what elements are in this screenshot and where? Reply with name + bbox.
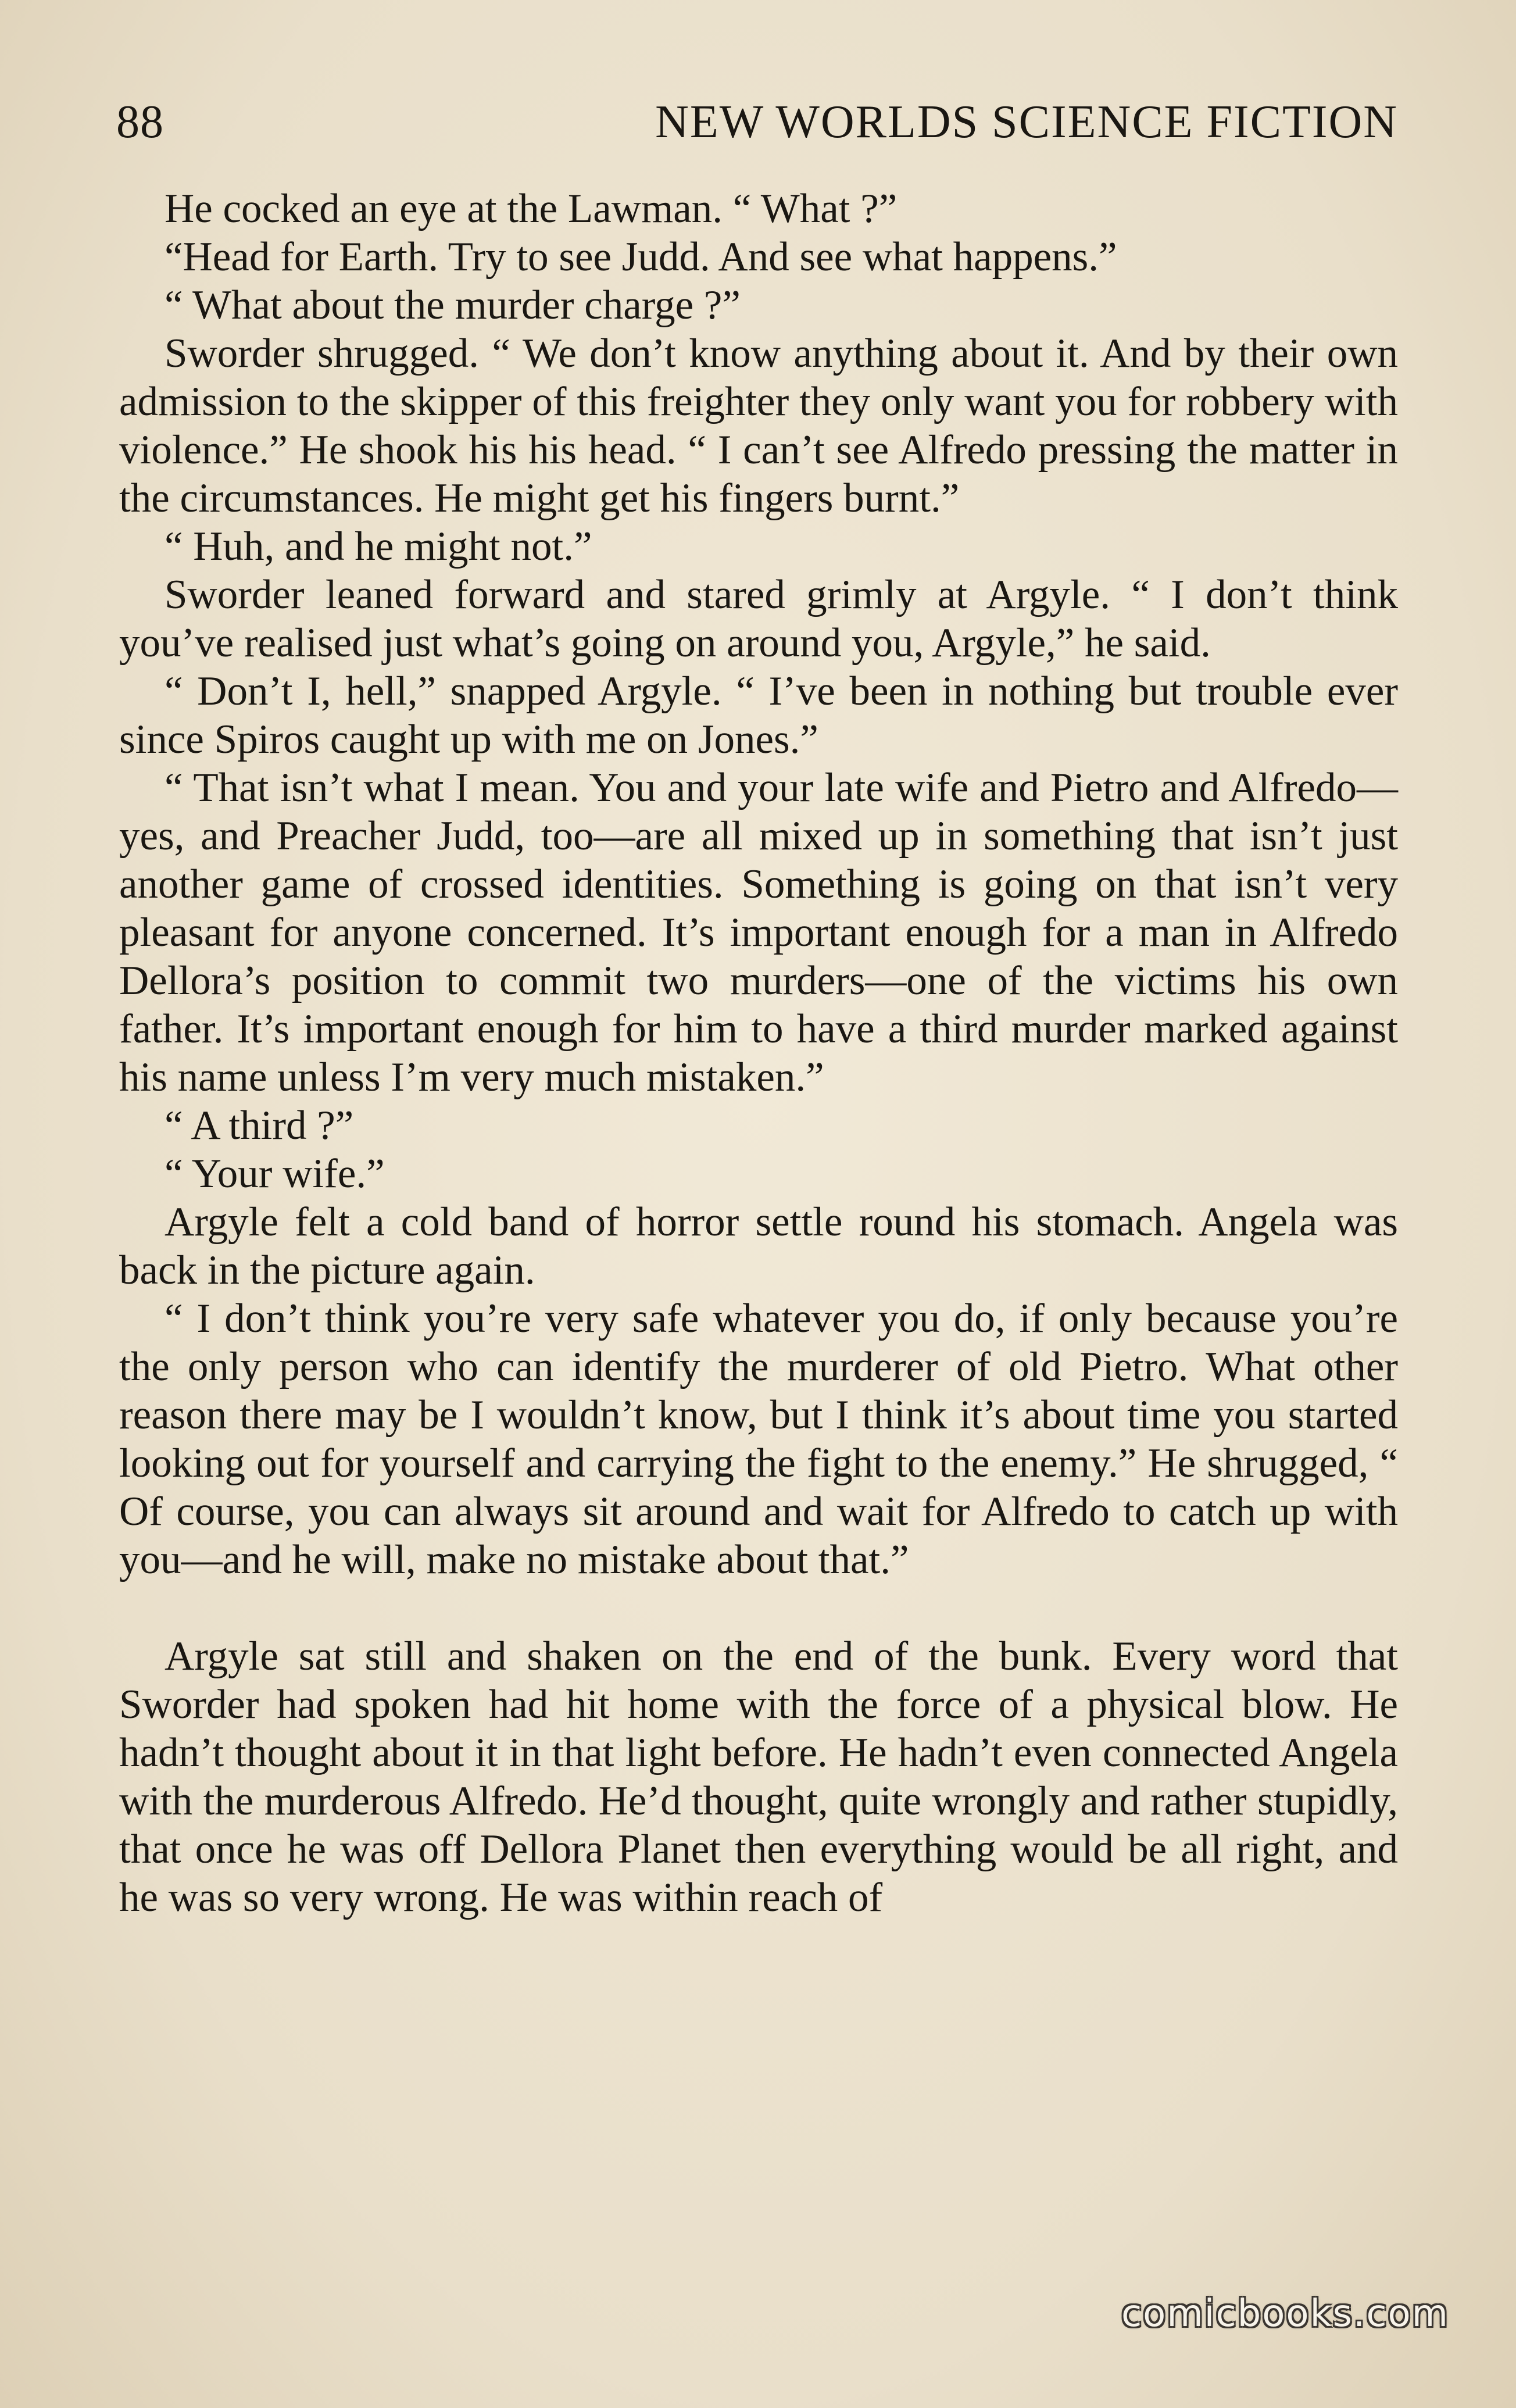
watermark: comicbooks.com xyxy=(1121,2292,1449,2335)
paragraph: Sworder leaned forward and stared grimly at Argyle. “ I don’t think you’ve realised just what’s going on around you, Argyle,” he said. xyxy=(119,572,1398,666)
body-text xyxy=(119,185,1398,1922)
running-header xyxy=(116,87,1398,157)
paragraph: “ Huh, and he might not.” xyxy=(165,524,592,569)
paragraph: Sworder shrugged. “ We don’t know anything about it. And by their own admission to the skipper of this freighter they only want you for robbery with violence.” He shook his his head. “ I can’t see Alfredo pressing the matter in the circumstances. He might get his fingers burnt.” xyxy=(119,331,1398,521)
paragraph: “ That isn’t what I mean. You and your late wife and Pietro and Alfredo—yes, and Preacher Judd, too—are all mixed up in something that isn’t just another game of crossed identities. Something is going on that isn’t very pleasant for anyone concerned. It’s important enough for a man in Alfredo Dellora’s position to commit two murders—one of the victims his own father. It’s important enough for him to have a third murder marked against his name unless I’m very much mistaken.” xyxy=(119,765,1398,1100)
paragraph: Argyle sat still and shaken on the end of the bunk. Every word that Sworder had spoken had hit home with the force of a physical blow. He hadn’t thought about it in that light before. He hadn’t even connected Angela with the murderous Alfredo. He’d thought, quite wrongly and rather stupidly, that once he was off Dellora Planet then everything would be all right, and he was so very wrong. He was within reach of xyxy=(119,1634,1398,1920)
paragraph: “ Your wife.” xyxy=(165,1151,385,1196)
paragraph: “Head for Earth. Try to see Judd. And see what happens.” xyxy=(165,234,1117,280)
paragraph: “ What about the murder charge ?” xyxy=(165,283,741,328)
paragraph: “ Don’t I, hell,” snapped Argyle. “ I’ve been in nothing but trouble ever since Spiros caught up with me on Jones.” xyxy=(119,669,1398,762)
paragraph: “ I don’t think you’re very safe whatever you do, if only because you’re the only person who can identify the murderer of old Pietro. What other reason there may be I wouldn’t know, but I think it’s about time you started looking out for yourself and carrying the fight to the enemy.” He shrugged, “ Of course, you can always sit around and wait for Alfredo to catch up with you—and he will, make no mistake about that.” xyxy=(119,1296,1398,1582)
paragraph: He cocked an eye at the Lawman. “ What ?” xyxy=(165,186,898,231)
running-title: NEW WORLDS SCIENCE FICTION xyxy=(655,97,1398,148)
paragraph: “ A third ?” xyxy=(165,1103,354,1148)
page-number: 88 xyxy=(116,97,164,148)
paragraph: Argyle felt a cold band of horror settle round his stomach. Angela was back in the picture again. xyxy=(119,1199,1398,1293)
